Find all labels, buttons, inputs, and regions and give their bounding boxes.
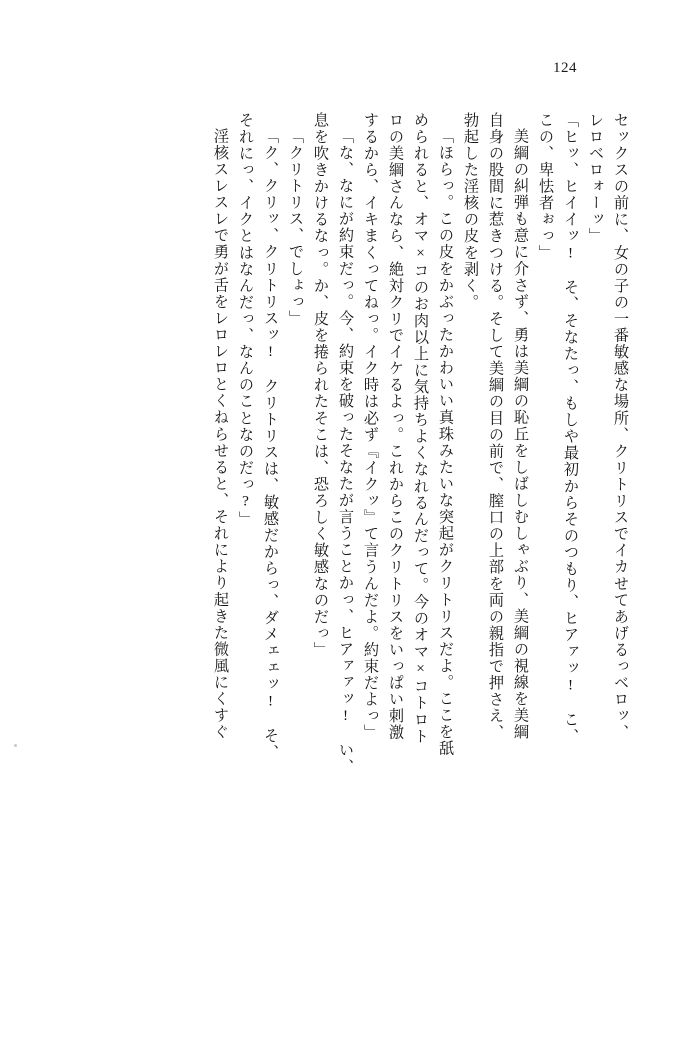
text-line: 勃起した淫核の皮を剥く。 xyxy=(462,112,479,311)
text-line: セックスの前に、女の子の一番敏感な場所、クリトリスでイカせてあげるっベロッ、 xyxy=(612,112,629,741)
text-line: 「ほらっ。この皮をかぶったかわいい真珠みたいな突起がクリトリスだよ。ここを舐 xyxy=(437,128,454,757)
page-number: 124 xyxy=(553,60,577,76)
text-line: 美綱の糾弾も意に介さず、勇は美綱の恥丘をしばしむしゃぶり、美綱の視線を美綱 xyxy=(512,128,529,741)
margin-mark xyxy=(14,744,17,747)
vertical-body-text xyxy=(52,112,633,1002)
text-line: 自身の股間に惹きつける。そして美綱の目の前で、膣口の上部を両の親指で押さえ、 xyxy=(487,112,504,741)
text-line: められると、オマ×コのお肉以上に気持ちよくなれるんだって。今のオマ×コトロト xyxy=(412,112,429,745)
text-line: 淫核スレスレで勇が舌をレロレロとくねらせると、それにより起きた微風にくすぐ xyxy=(212,128,229,741)
text-line: レロベロォーッ」 xyxy=(587,112,604,245)
text-line: 「クリトリス、でしょっ」 xyxy=(287,128,304,327)
text-line: それにっ、イクとはなんだっ、なんのことなのだっ?」 xyxy=(237,112,254,528)
text-line: 「ク、クリッ、クリトリスッ! クリトリスは、敏感だからっ、ダメェェッ! そ、 xyxy=(262,128,279,761)
text-line: 息を吹きかけるなっ。か、皮を捲られたそこは、恐ろしく敏感なのだっ」 xyxy=(312,112,329,659)
text-line: この、卑怯者ぉっ」 xyxy=(537,112,554,261)
text-line: ロの美綱さんなら、絶対クリでイケるよっ。これからこのクリトリスをいっぱい刺激 xyxy=(387,112,404,741)
text-line: するから、イキまくってねっ。イク時は必ず『イクッ』て言うんだよ。約束だよっ」 xyxy=(362,112,379,741)
text-line: 「ヒッ、ヒイイッ! そ、そなたっ、もしや最初からそのつもり、ヒアァッ! こ、 xyxy=(562,112,579,745)
text-line: 「な、なにが約束だっ。今、約束を破ったそなたが言うことかっ、ヒアァァッ! い、 xyxy=(337,128,354,776)
